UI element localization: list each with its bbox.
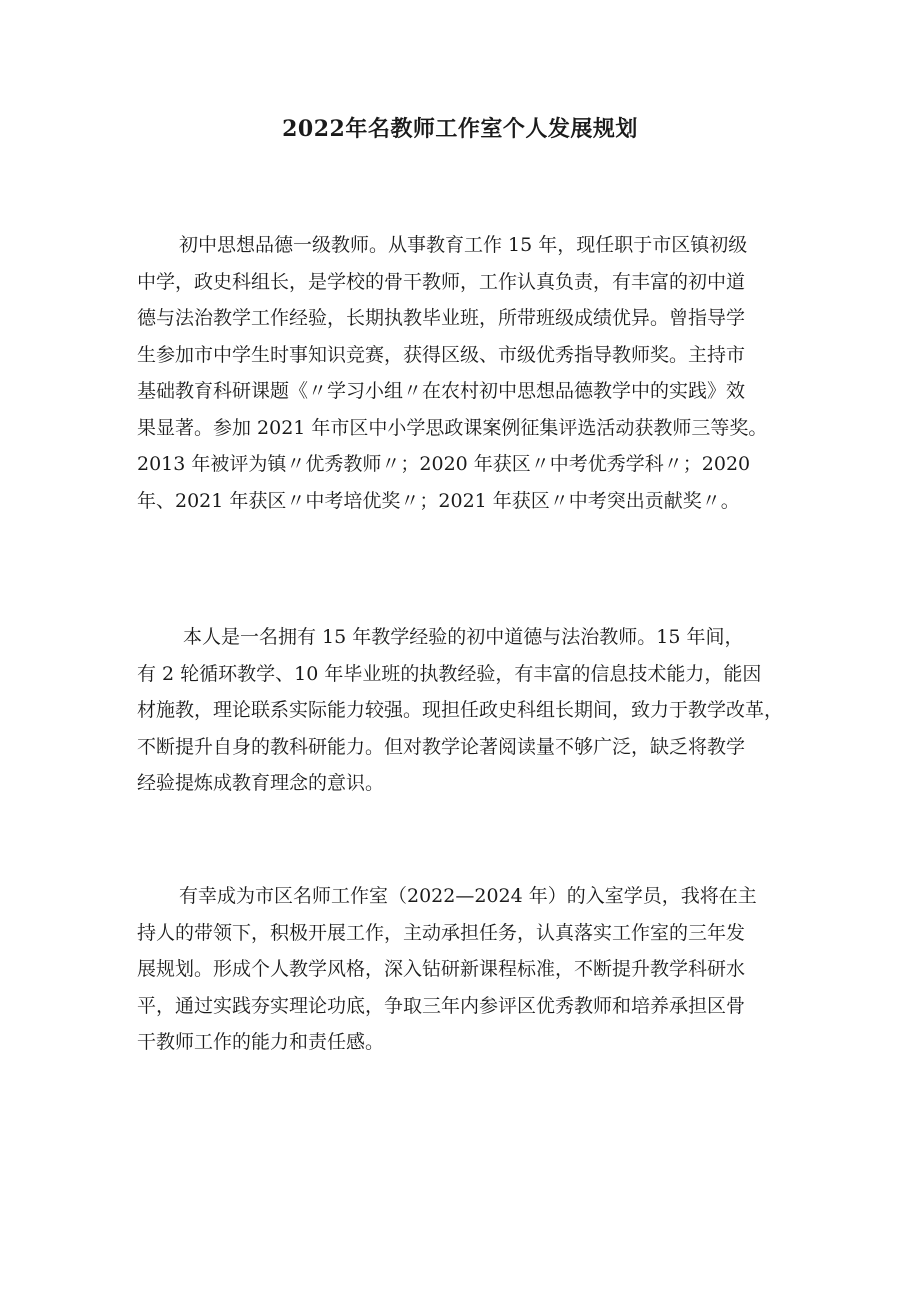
paragraph-line: 德与法治教学工作经验，长期执教毕业班，所带班级成绩优异。曾指导学 xyxy=(137,307,746,329)
paragraph-line: 平，通过实践夯实理论功底，争取三年内参评区优秀教师和培养承担区骨 xyxy=(137,994,746,1017)
paragraph-line: 材施教，理论联系实际能力较强。现担任政史科组长期间，致力于教学改革， xyxy=(137,699,784,721)
paragraph-line: 有幸成为市区名师工作室（2022—2024 年）的入室学员，我将在主 xyxy=(179,885,757,907)
paragraph-line: 有 2 轮循环教学、10 年毕业班的执教经验，有丰富的信息技术能力，能因 xyxy=(137,662,762,685)
paragraph-line: 中学，政史科组长，是学校的骨干教师，工作认真负责，有丰富的初中道 xyxy=(137,270,746,293)
document-title: 2022年名教师工作室个人发展规划 xyxy=(282,116,638,142)
paragraph-line: 2013 年被评为镇〃优秀教师〃；2020 年获区〃中考优秀学科〃；2020 xyxy=(137,453,751,475)
paragraph-teacher-profile xyxy=(137,227,787,519)
paragraph-line: 果显著。参加 2021 年市区中小学思政课案例征集评选活动获教师三等奖。 xyxy=(137,416,768,439)
paragraph-line: 经验提炼成教育理念的意识。 xyxy=(137,772,385,794)
paragraph-self-assessment xyxy=(137,619,787,802)
paragraph-line: 不断提升自身的教科研能力。但对教学论著阅读量不够广泛，缺乏将教学 xyxy=(137,735,746,758)
paragraph-line: 干教师工作的能力和责任感。 xyxy=(137,1031,385,1053)
paragraph-line: 本人是一名拥有 15 年教学经验的初中道德与法治教师。15 年间， xyxy=(183,626,744,648)
paragraph-line: 年、2021 年获区〃中考培优奖〃；2021 年获区〃中考突出贡献奖〃。 xyxy=(137,489,740,512)
paragraph-line: 持人的带领下，积极开展工作，主动承担任务，认真落实工作室的三年发 xyxy=(137,921,746,944)
paragraph-line: 初中思想品德一级教师。从事教育工作 15 年，现任职于市区镇初级 xyxy=(179,234,748,256)
paragraph-development-plan xyxy=(137,878,787,1061)
paragraph-line: 基础教育科研课题《〃学习小组〃在农村初中思想品德教学中的实践》效 xyxy=(137,380,746,402)
paragraph-line: 生参加市中学生时事知识竞赛，获得区级、市级优秀指导教师奖。主持市 xyxy=(137,343,746,366)
paragraph-line: 展规划。形成个人教学风格，深入钻研新课程标准，不断提升教学科研水 xyxy=(137,958,746,980)
